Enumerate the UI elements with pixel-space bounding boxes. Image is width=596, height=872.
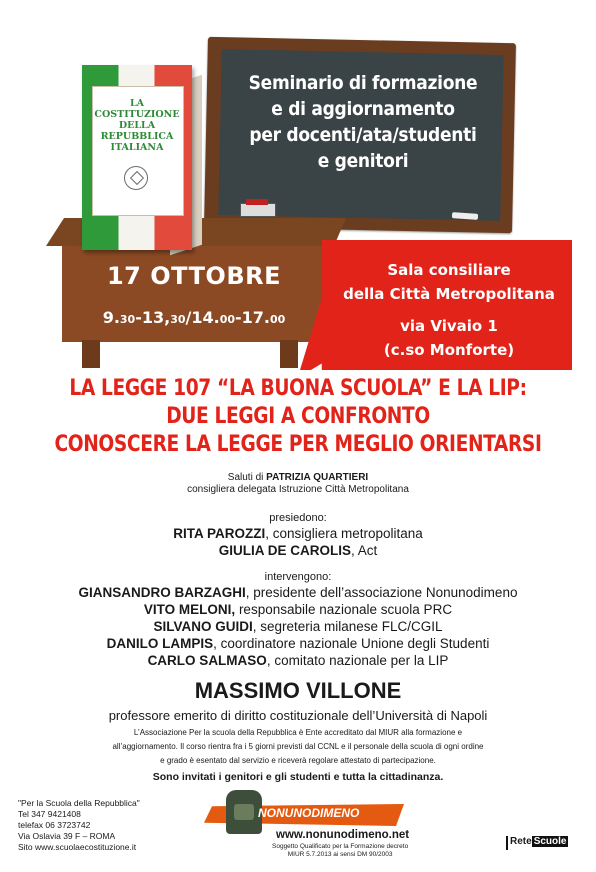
book-title-line: COSTITUZIONE: [94, 109, 180, 120]
keynote: [0, 678, 596, 726]
contact-line[interactable]: Sito www.scuolaecostituzione.it: [18, 842, 137, 852]
speaker-row: CARLO SALMASO, comitato nazionale per la LIP: [147, 653, 449, 668]
chair-row: RITA PAROZZI, consigliera metropolitana: [173, 526, 423, 541]
speaker-row: GIANSANDRO BARZAGHI, presidente dell’associazione Nonunodimeno: [78, 585, 518, 600]
accreditation-note: [0, 726, 596, 768]
desk-leg: [82, 340, 100, 368]
chairs: [0, 512, 596, 559]
desk-front: [62, 246, 324, 342]
seminar-title-line: Seminario di formazione: [248, 72, 478, 94]
speaker-row: DANILO LAMPIS, coordinatore nazionale Unione degli Studenti: [106, 636, 490, 651]
nonunodimeno-logo: NONUNODIMENO: [258, 806, 360, 820]
seminar-title: [222, 70, 504, 174]
book-title-line: ITALIANA: [110, 142, 164, 153]
republic-emblem-icon: [124, 166, 148, 190]
fine-print-line: L’Associazione Per la scuola della Repubblica è Ente accreditato dal MIUR alla formazione e: [133, 728, 463, 737]
contact-line: telefax 06 3723742: [18, 820, 91, 830]
book-title-line: REPUBBLICA: [100, 131, 174, 142]
venue-address: (c.so Monforte): [383, 341, 515, 359]
fine-print-line: all’aggiornamento. Il corso rientra fra i 5 giorni previsti dal CCNL e il personale della scuola di ogni ordine: [112, 742, 484, 751]
seminar-title-line: e genitori: [317, 150, 409, 172]
qualification-note: Soggetto Qualificato per la Formazione decreto MIUR 5.7.2013 ai sensi DM 90/2003: [272, 843, 409, 858]
headline-line: CONOSCERE LA LEGGE PER MEGLIO ORIENTARSI: [54, 431, 542, 457]
contact-line: "Per la Scuola della Repubblica": [18, 798, 140, 808]
event-date: 17 OTTOBRE: [106, 262, 282, 290]
venue: [326, 258, 572, 362]
seminar-title-line: per docenti/ata/studenti: [249, 124, 477, 146]
book-title-line: LA: [129, 98, 145, 109]
eraser-icon: [240, 203, 276, 217]
greetings-name: PATRIZIA QUARTIERI: [266, 472, 369, 483]
nonunodimeno-website-link[interactable]: www.nonunodimeno.net: [276, 829, 410, 841]
keynote-role: professore emerito di diritto costituzionale dell’Università di Napoli: [108, 708, 488, 723]
venue-name: Sala consiliare: [387, 261, 511, 279]
eraser-handle: [246, 199, 268, 205]
fine-print-line: e grado è esentato dal servizio e riceverà regolare attestato di partecipazione.: [160, 756, 436, 765]
speaker-row: SILVANO GUIDI, segreteria milanese FLC/CGIL: [153, 619, 443, 634]
speaker-row: VITO MELONI, responsabile nazionale scuola PRC: [143, 602, 453, 617]
book-title-line: DELLA: [118, 120, 156, 131]
invitation: Sono invitati i genitori e gli studenti e tutta la cittadinanza.: [152, 771, 444, 783]
chairs-label: presiedono:: [269, 512, 327, 524]
contact-line: Tel 347 9421408: [18, 809, 81, 819]
headline-line: DUE LEGGI A CONFRONTO: [166, 403, 430, 429]
venue-address: via Vivaio 1: [400, 317, 498, 335]
book-title: [92, 98, 182, 153]
backpack-icon: [226, 790, 262, 834]
main-headline: [24, 374, 572, 458]
contacts: [18, 798, 140, 853]
desk-leg: [280, 340, 298, 368]
venue-name: della Città Metropolitana: [343, 285, 555, 303]
speakers: [0, 570, 596, 669]
keynote-name: MASSIMO VILLONE: [194, 678, 402, 703]
greetings-role: consigliera delegata Istruzione Città Metropolitana: [187, 484, 409, 495]
seminar-title-line: e di aggiornamento: [271, 98, 455, 120]
chair-row: GIULIA DE CAROLIS, Act: [218, 543, 378, 558]
retescuole-logo: Rete Scuole: [506, 836, 568, 850]
contact-line: Via Oslavia 39 F – ROMA: [18, 831, 116, 841]
event-time: 9.30-13,30/14.00-17.00: [102, 308, 286, 327]
greetings: [0, 472, 596, 496]
greetings-prefix: Saluti di: [227, 472, 267, 483]
speakers-label: intervengono:: [264, 571, 332, 583]
headline-line: LA LEGGE 107 “LA BUONA SCUOLA” E LA LIP:: [69, 375, 527, 401]
